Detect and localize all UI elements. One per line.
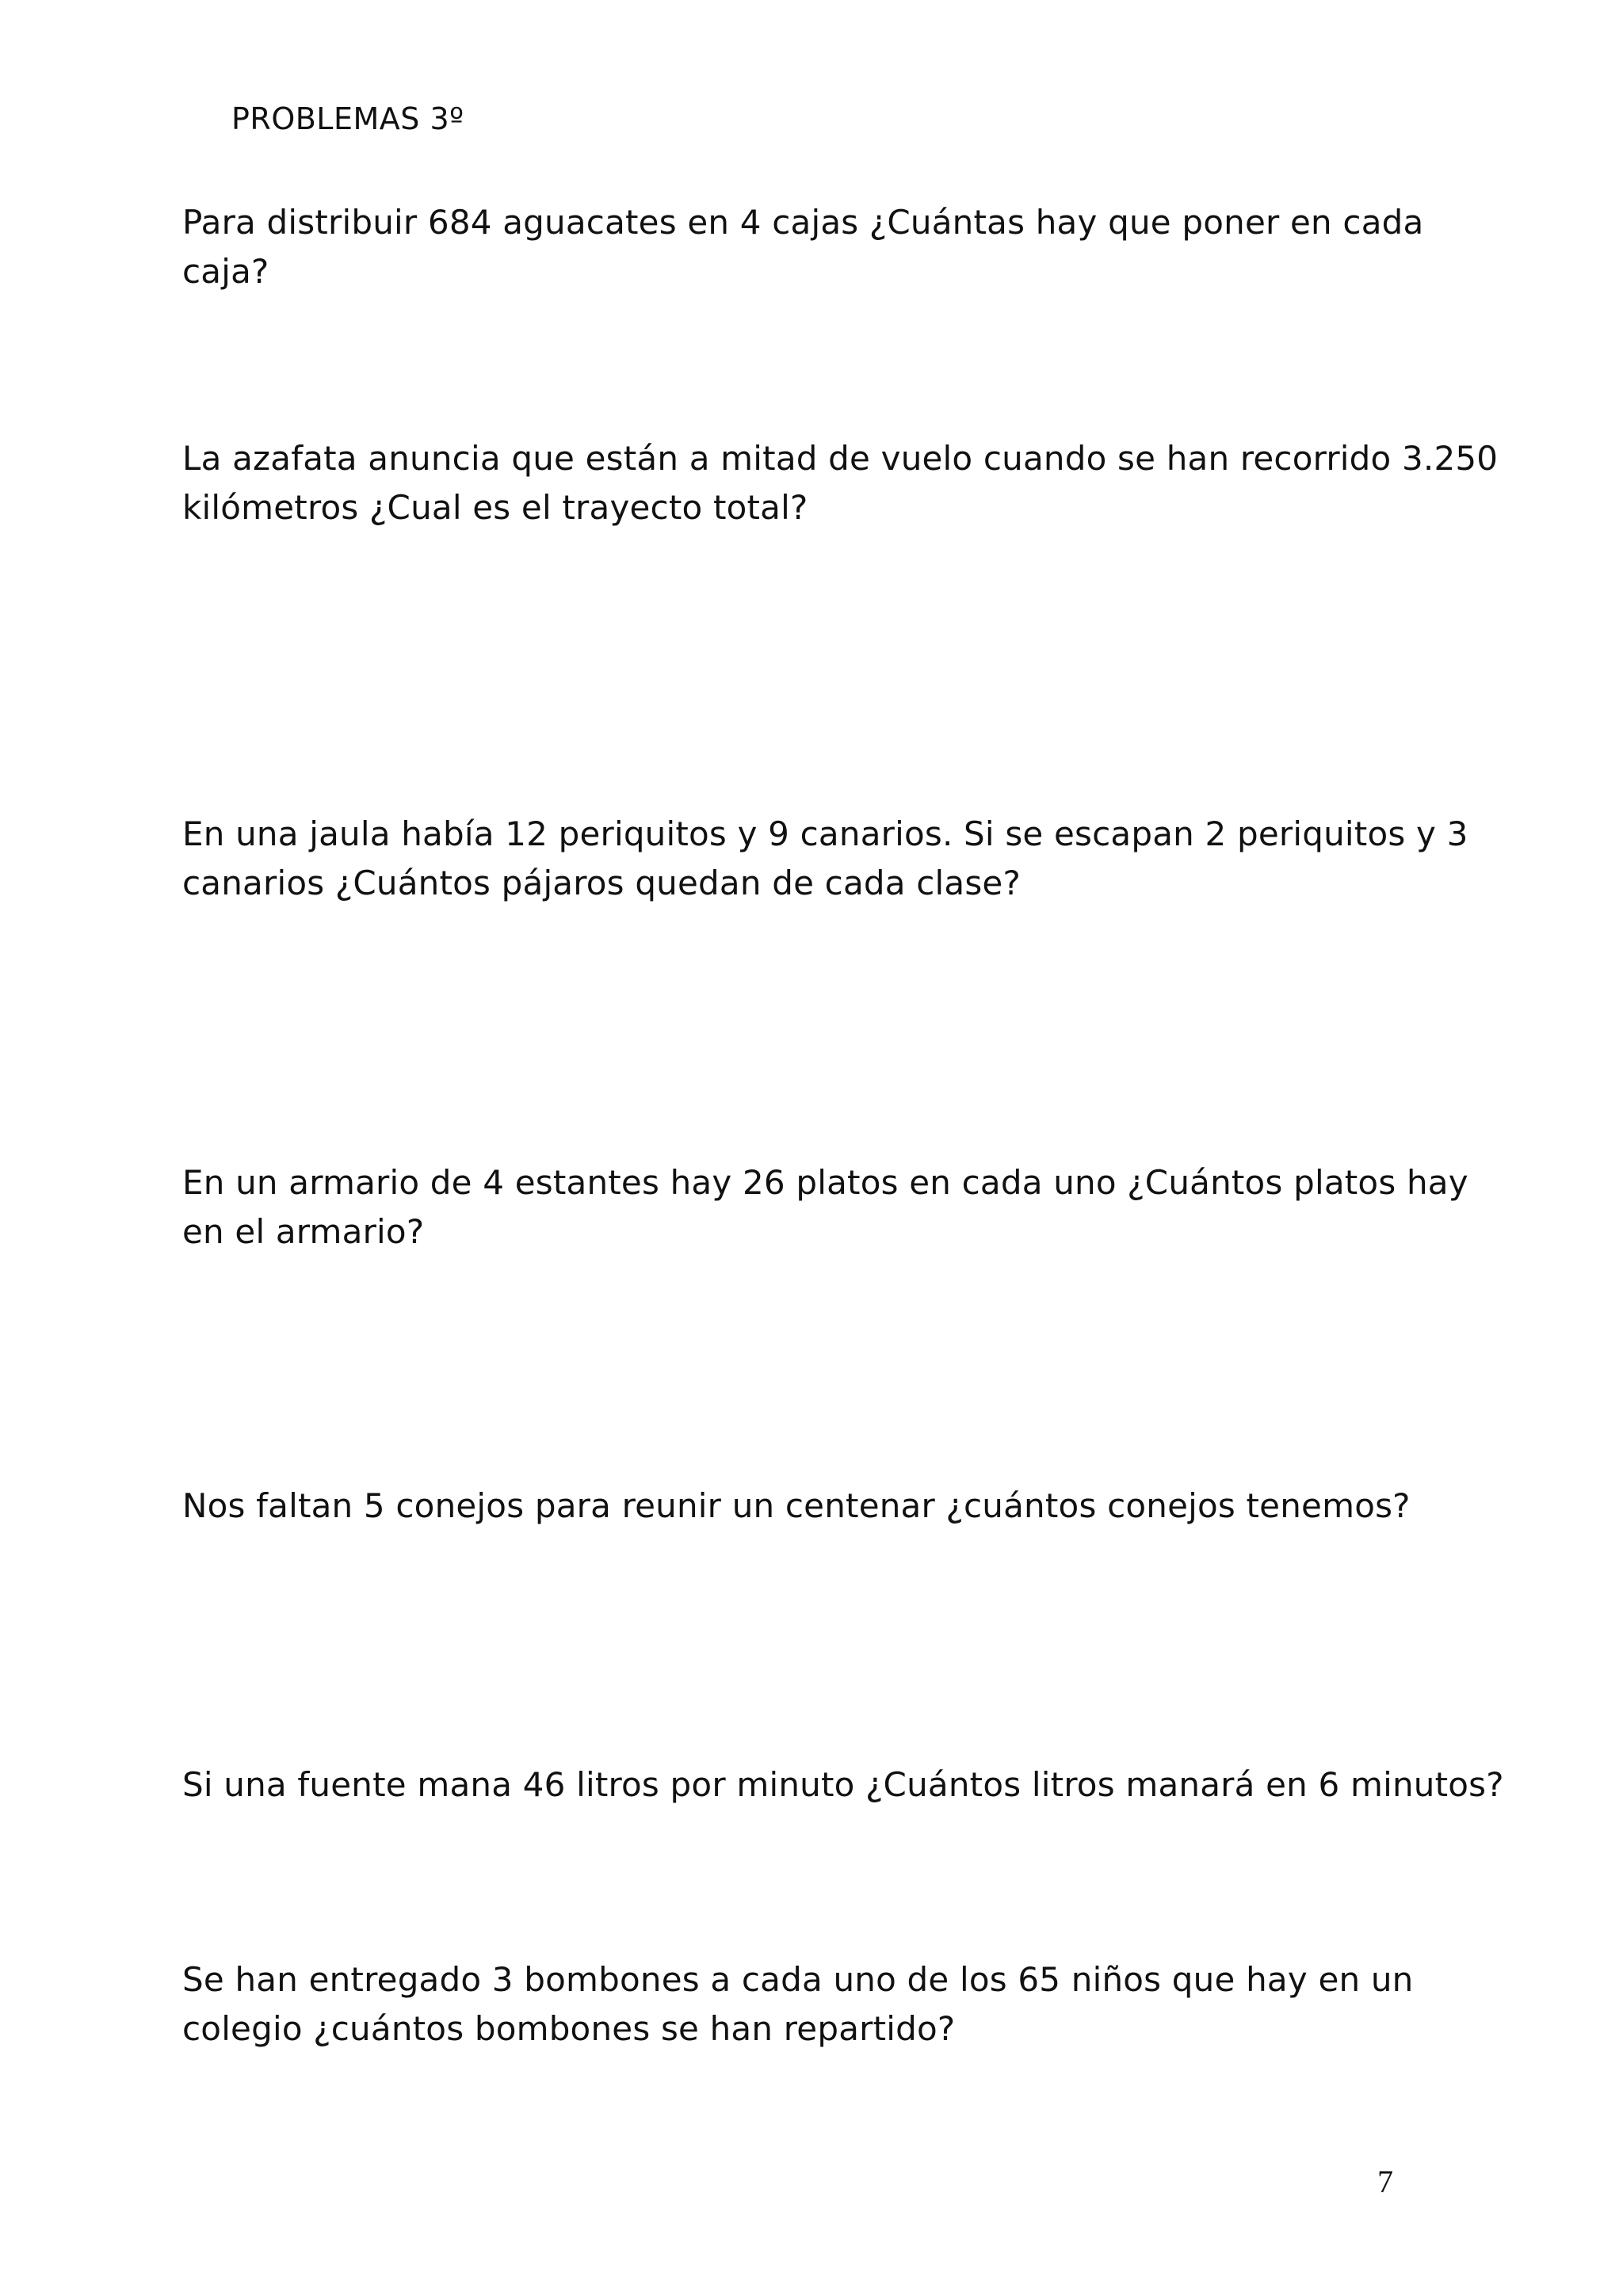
problem-4: En un armario de 4 estantes hay 26 platos en cada uno ¿Cuántos platos hay en el armario? bbox=[182, 1163, 1468, 1251]
problem-6: Si una fuente mana 46 litros por minuto ¿Cuántos litros manará en 6 minutos? bbox=[182, 1765, 1504, 1804]
problem-1: Para distribuir 684 aguacates en 4 cajas ¿Cuántas hay que poner en cada caja? bbox=[182, 203, 1424, 291]
problem-5: Nos faltan 5 conejos para reunir un centenar ¿cuántos conejos tenemos? bbox=[182, 1486, 1411, 1525]
problem-7: Se han entregado 3 bombones a cada uno de los 65 niños que hay en un colegio ¿cuántos bombones se han repartido? bbox=[182, 1960, 1414, 2048]
page-title: PROBLEMAS 3º bbox=[231, 101, 464, 136]
page-number: 7 bbox=[1377, 2164, 1393, 2199]
problem-2: La azafata anuncia que están a mitad de vuelo cuando se han recorrido 3.250 kilómetros ¿Cual es el trayecto total? bbox=[182, 439, 1499, 527]
problem-3: En una jaula había 12 periquitos y 9 canarios. Si se escapan 2 periquitos y 3 canarios ¿Cuántos pájaros quedan de cada clase? bbox=[182, 814, 1468, 902]
